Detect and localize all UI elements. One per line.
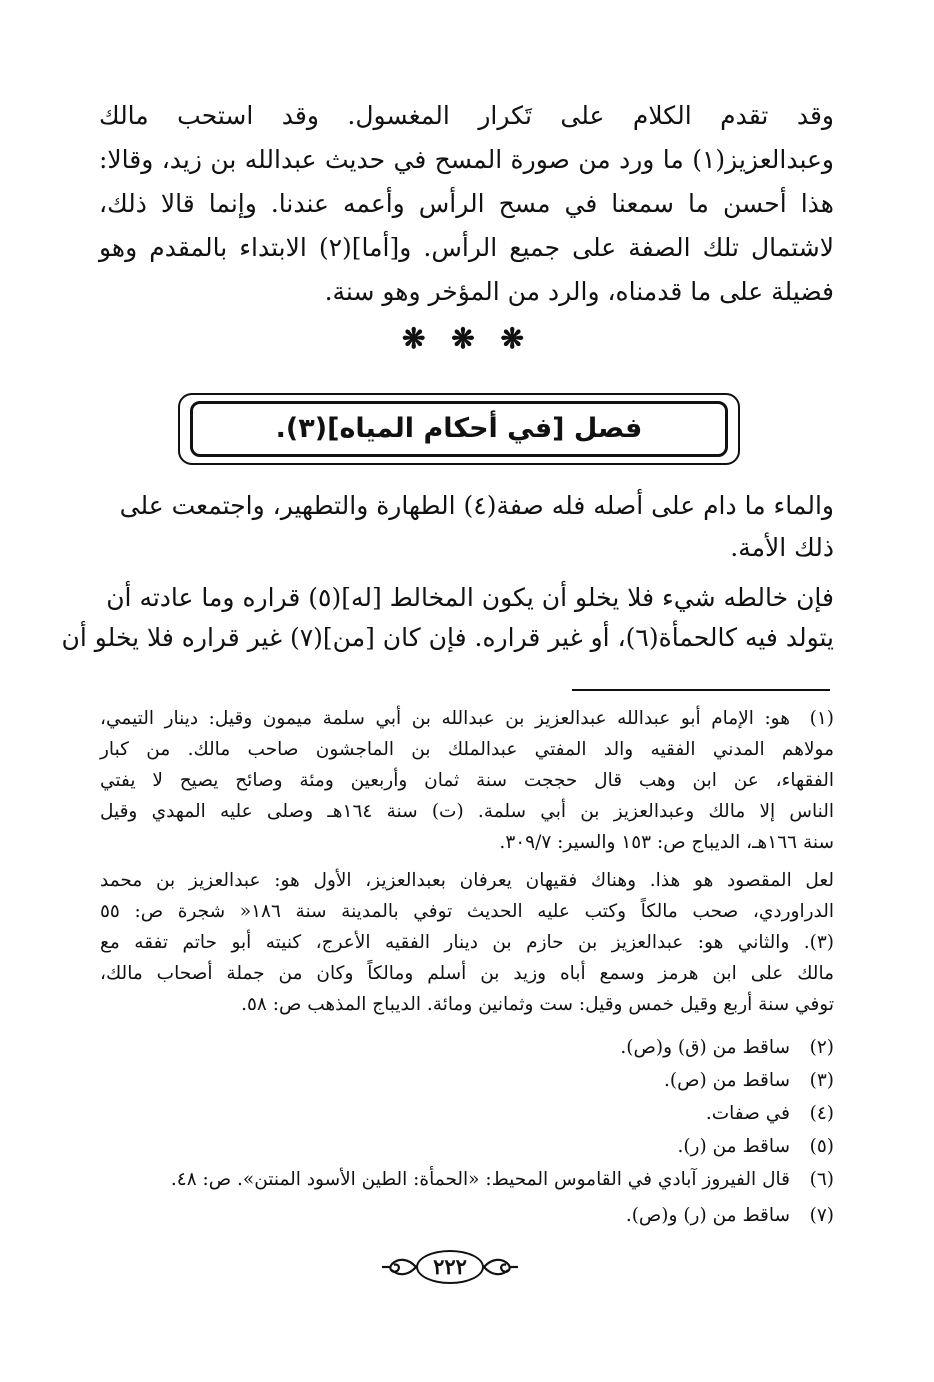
footnote-text: قال الفيروز آبادي في القاموس المحيط: «الحمأة: الطين الأسود المنتن». ص: ٤٨.	[170, 1169, 790, 1190]
footnote-text: ساقط من (ق) و(ص).	[620, 1037, 790, 1058]
footnote-number: (٤)	[809, 1103, 834, 1124]
footnote-number: (٦)	[809, 1169, 834, 1190]
footnote-line: الدراوردي، صحب مالكاً وكتب عليه الحديث توفي بالمدينة سنة ١٨٦« شجرة ص: ٥٥	[100, 901, 835, 922]
footnote-line: هو: الإمام أبو عبدالله عبدالعزيز بن عبدالله بن أبي سلمة ميمون وقيل: دينار التيمي،	[100, 708, 790, 729]
footnote-line: توفي سنة أربع وقيل خمس وقيل: ست وثمانين ومائة. الديباج المذهب ص: ٥٨.	[241, 994, 834, 1015]
footnote-text: في صفات.	[705, 1103, 790, 1124]
footnote-number: (٢)	[809, 1037, 834, 1058]
footnote-number: (٣)	[809, 1070, 834, 1091]
footnote-line: (٣). والثاني هو: عبدالعزيز بن حازم بن دينار الفقيه الأعرج، كنيته أبو حاتم تفقه مع	[100, 932, 834, 953]
footnote-number: (٧)	[809, 1205, 834, 1226]
footnote-line: سنة ١٦٦هـ، الديباج ص: ١٥٣ والسير: ٣٠٩/٧.	[499, 832, 834, 853]
footnote-line: مالك على ابن هرمز وسمع أباه وزيد بن أسلم ومالكاً وكان من جملة أصحاب مالك،	[100, 963, 834, 984]
footnote-text: ساقط من (ر) و(ص).	[625, 1205, 790, 1226]
section-heading: فصل [في أحكام المياه](٣).	[275, 413, 643, 444]
footnote-text: ساقط من (ص).	[664, 1070, 790, 1091]
page-number-ornament	[380, 1244, 520, 1290]
section-separator: ❋ ❋ ❋	[402, 322, 532, 355]
page-number: ٢٢٢	[416, 1250, 484, 1284]
main-text-line: هذا أحسن ما سمعنا في مسح الرأس وأعمه عندنا. وإنما قالا ذلك،	[99, 189, 834, 218]
main-text-line: لاشتمال تلك الصفة على جميع الرأس. و[أما](٢) الابتداء بالمقدم وهو	[99, 233, 834, 262]
section-text-line: يتولد فيه كالحمأة(٦)، أو غير قراره. فإن كان [من](٧) غير قراره فلا يخلو أن	[61, 623, 834, 652]
footnote-line: الناس إلا مالك وعبدالعزيز بن أبي سلمة. (ت) سنة ١٦٤هـ وصلى عليه المهدي وقيل	[100, 801, 834, 822]
footnote-number: (٥)	[809, 1136, 834, 1157]
footnote-line: لعل المقصود هو هذا. وهناك فقيهان يعرفان بعبدالعزيز، الأول هو: عبدالعزيز بن محمد	[100, 870, 834, 891]
main-text-line: وعبدالعزيز(١) ما ورد من صورة المسح في حديث عبدالله بن زيد، وقالا:	[99, 145, 834, 174]
footnote-rule	[572, 689, 830, 691]
section-text-line: فإن خالطه شيء فلا يخلو أن يكون المخالط [له](٥) قراره وما عادته أن	[106, 583, 834, 612]
footnote-line: مولاهم المدني الفقيه والد المفتي عبدالملك بن الماجشون صاحب مالك. من كبار	[100, 739, 834, 760]
section-text-line: والماء ما دام على أصله فله صفة(٤) الطهارة والتطهير، واجتمعت على	[119, 491, 834, 520]
section-text-line: ذلك الأمة.	[730, 533, 834, 562]
main-text-line: فضيلة على ما قدمناه، والرد من المؤخر وهو سنة.	[324, 277, 834, 306]
main-text-line: وقد تقدم الكلام على تَكرار المغسول. وقد استحب مالك	[99, 101, 834, 130]
footnote-number: (١)	[809, 708, 834, 729]
footnote-line: الفقهاء، عن ابن وهب قال حججت سنة ثمان وأربعين ومئة وصائح يصيح لا يفتي	[100, 770, 834, 791]
footnote-text: ساقط من (ر).	[677, 1136, 790, 1157]
